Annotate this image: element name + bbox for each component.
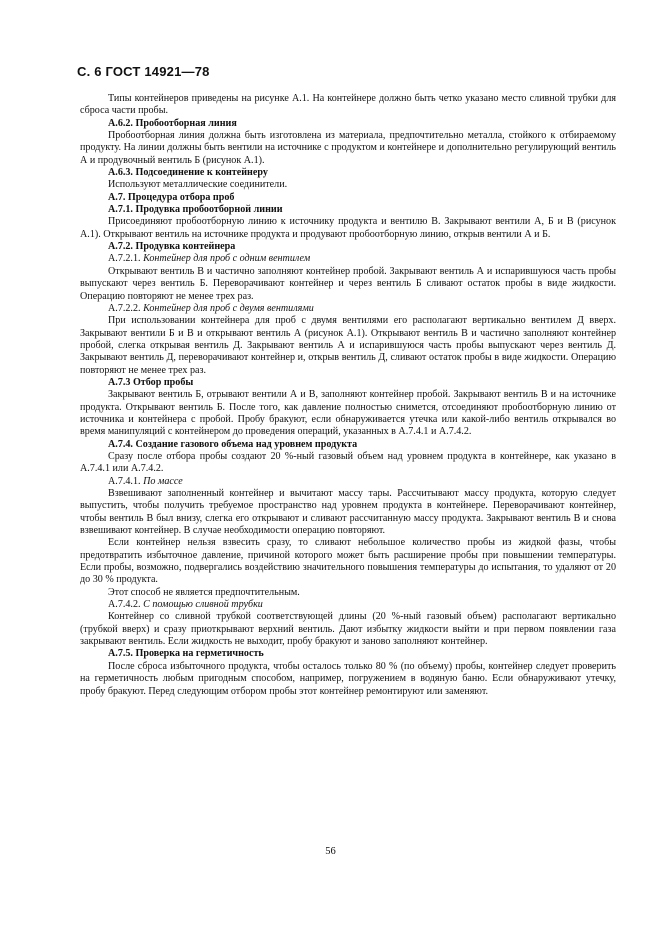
subsection-number: А.7.4.2. — [108, 599, 141, 611]
paragraph: После сброса избыточного продукта, чтобы осталось только 80 % (по объему) пробы, контейнер следует проверить на герметичность любым пригодным способом, например, погружением в водяную баню. Если обнаруживают утечку, пробу бракуют. Перед следующим отбором пробы этот контейнер ремонтируют или заменяют. — [80, 660, 616, 697]
document-body — [80, 93, 616, 698]
paragraph: Взвешивают заполненный контейнер и вычитают массу тары. Рассчитывают массу продукта, которую следует выпустить, чтобы получить требуемое пространство над уровнем продукта в контейнере. Переворачивают контейнер, чтобы вентиль В был внизу, слегка его открывают и сливают рассчитанную массу продукта. Закрывают вентиль В и снова взвешивают контейнер. В случае необходимости операцию повторяют. — [80, 488, 616, 537]
subsection-heading — [80, 253, 616, 265]
subsection-heading — [80, 599, 616, 611]
section-heading: А.7.5. Проверка на герметичность — [108, 648, 264, 660]
running-head: С. 6 ГОСТ 14921—78 — [77, 64, 210, 79]
subsection-heading — [80, 476, 616, 488]
subsection-number: А.7.2.2. — [108, 302, 141, 314]
paragraph: Этот способ не является предпочтительным. — [108, 586, 300, 598]
section-heading: А.7.2. Продувка контейнера — [108, 241, 236, 253]
section-heading: А.7.4. Создание газового объема над уровнем продукта — [108, 438, 358, 450]
paragraph: Закрывают вентиль Б, отрывают вентили А и В, заполняют контейнер пробой. Закрывают вентиль В и на источнике продукта. Открывают вентиль Б. После того, как давление полностью снимется, отсоединяют пробоотборную линию от источника и контейнера с пробой. Пробу бракуют, если обнаруживается утечка или какой-либо вентиль открывался во время манипуляций с контейнером до проведения операций, указанных в А.7.4.1 и А.7.4.2. — [80, 389, 616, 438]
subsection-title: Контейнер для проб с одним вентилем — [143, 253, 311, 265]
paragraph: Присоединяют пробоотборную линию к источнику продукта и вентилю В. Закрывают вентили А, Б и В (рисунок А.1). Открывают вентиль на источнике продукта и продувают пробоотборную линию, открыв вентили А и Б. — [80, 216, 616, 240]
subsection-heading — [80, 303, 616, 315]
subsection-title: Контейнер для проб с двумя вентилями — [143, 302, 314, 314]
paragraph: Если контейнер нельзя взвесить сразу, то сливают небольшое количество пробы из жидкой фазы, чтобы предотвратить избыточное давление, причиной которого может быть расширение пробы при повышении температуры. Если пробы, возможно, подвергались воздействию значительного повышения температуры до испытания, то удаляют от 20 до 30 % продукта. — [80, 537, 616, 586]
page-number: 56 — [325, 846, 336, 857]
subsection-title: По массе — [143, 475, 183, 487]
section-heading: А.6.3. Подсоединение к контейнеру — [108, 167, 268, 179]
subsection-title: С помощью сливной трубки — [143, 599, 263, 611]
paragraph: Типы контейнеров приведены на рисунке А.1. На контейнере должно быть четко указано место сливной трубки для сброса части пробы. — [80, 93, 616, 117]
section-heading: А.7.1. Продувка пробоотборной линии — [108, 204, 283, 216]
paragraph: Сразу после отбора пробы создают 20 %-ный газовый объем над уровнем продукта в контейнере, как указано в А.7.4.1 или А.7.4.2. — [80, 450, 616, 475]
section-heading: А.7. Процедура отбора проб — [108, 191, 235, 203]
subsection-number: А.7.2.1. — [108, 253, 141, 265]
section-heading: А.7.3 Отбор пробы — [108, 376, 194, 388]
section-heading: А.6.2. Пробоотборная линия — [108, 117, 237, 129]
paragraph: Используют металлические соединители. — [108, 179, 288, 191]
paragraph: Открывают вентиль В и частично заполняют контейнер пробой. Закрывают вентиль А и испарившуюся часть пробы выпускают через вентиль Б. Переворачивают контейнер и через вентиль Б сливают остаток пробы в виде жидкости. Операцию повторяют не менее трех раз. — [80, 265, 616, 302]
paragraph: Пробоотборная линия должна быть изготовлена из материала, предпочтительно металла, стойкого к отбираемому продукту. На линии должны быть вентили на источнике с продуктом и контейнере и дополнительно регулирующий вентиль А и продувочный вентиль Б (рисунок А.1). — [80, 130, 616, 166]
subsection-number: А.7.4.1. — [108, 475, 141, 487]
paragraph: Контейнер со сливной трубкой соответствующей длины (20 %-ный газовый объем) располагают вертикально (трубкой вверх) и сразу приоткрывают верхний вентиль. Дают избытку жидкости выйти и при первом появлении газа закрывают вентиль. Если жидкость не выходит, пробу бракуют и заново заполняют контейнер. — [80, 611, 616, 648]
paragraph: При использовании контейнера для проб с двумя вентилями его располагают вертикально вентилем Д вверх. Закрывают вентили Б и В и открывают вентиль А (рисунок А.1). Открывают вентиль В и частично заполняют контейнер пробой, слегка открывая вентиль Д. Закрывают вентиль А и испарившуюся часть пробы выпускают через вентиль Д. Закрывают вентиль Д, переворачивают контейнер и, открыв вентиль Д, сливают остаток пробы в виде жидкости. Операцию повторяют не менее трех раз. — [80, 315, 616, 376]
